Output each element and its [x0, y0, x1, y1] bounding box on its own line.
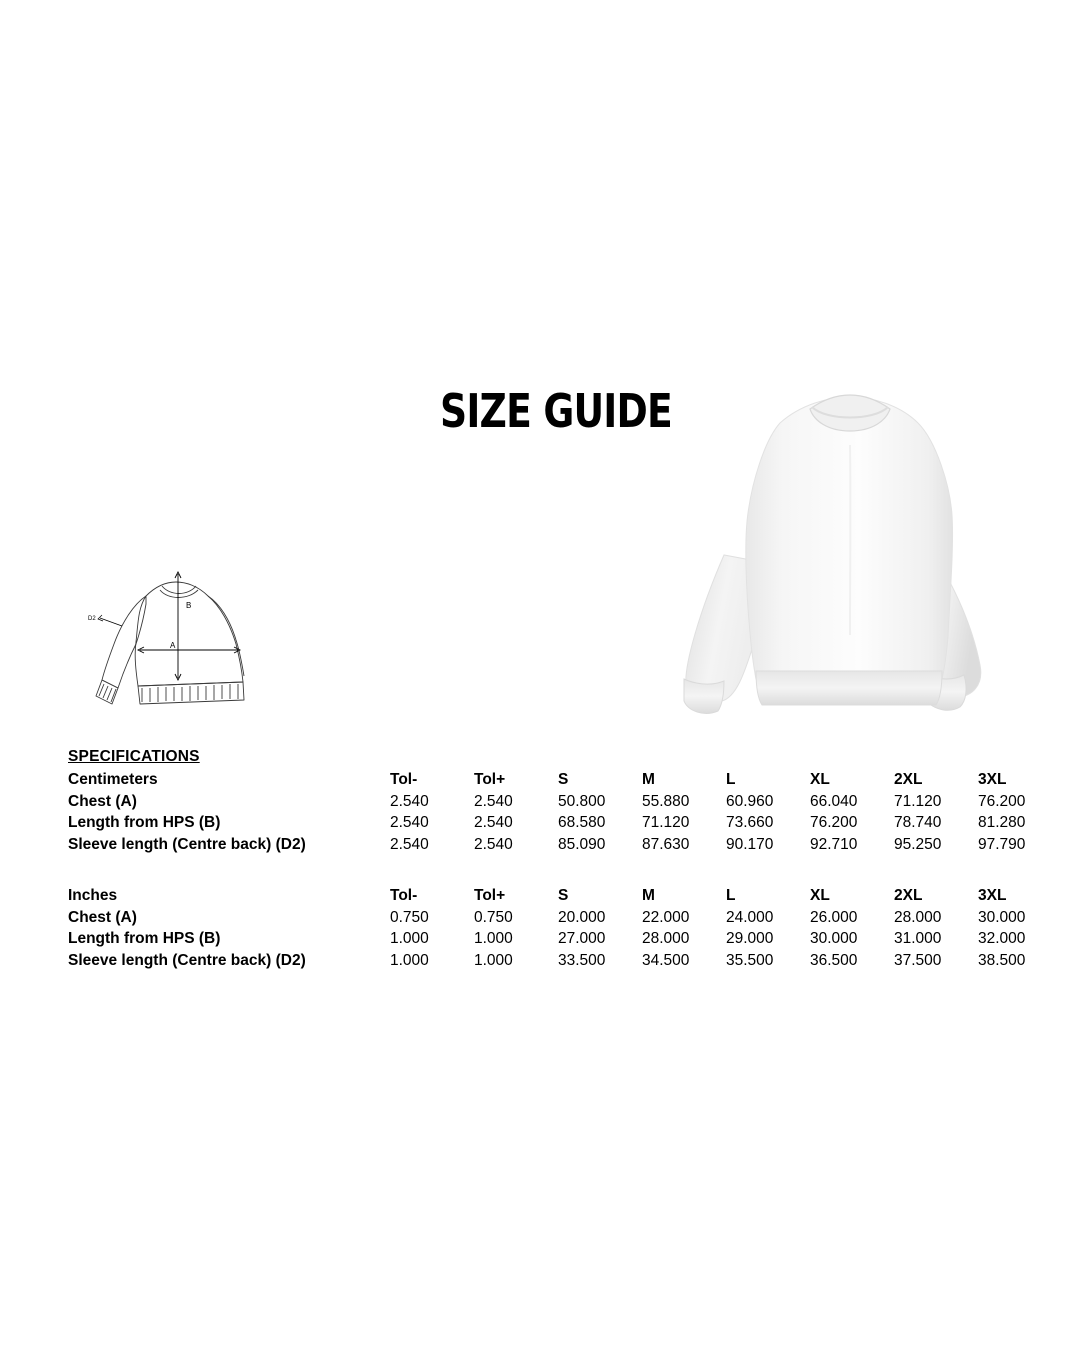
- column-header-tol-plus: Tol+: [474, 887, 506, 904]
- column-header-m: M: [642, 887, 655, 904]
- cell-value: 92.710: [810, 835, 858, 853]
- cell-value: 71.120: [894, 792, 942, 810]
- page-title: SIZE GUIDE: [440, 384, 672, 438]
- cell-value: 31.000: [894, 930, 942, 947]
- cell-value: 38.500: [978, 951, 1026, 969]
- column-header-s: S: [558, 771, 569, 788]
- cell-value: 2.540: [390, 792, 429, 810]
- cell-value: 2.540: [390, 835, 429, 853]
- cell-value: 76.200: [978, 792, 1026, 810]
- product-photo: [660, 375, 1050, 725]
- column-header-tol-minus: Tol-: [390, 771, 418, 788]
- cell-value: 97.790: [978, 835, 1026, 853]
- table-spacer: [68, 855, 1062, 885]
- cell-value: 60.960: [726, 792, 774, 810]
- cell-value: 87.630: [642, 835, 690, 853]
- row-label-sleeve-length: Sleeve length (Centre back) (D2): [68, 835, 306, 853]
- column-header-3xl: 3XL: [978, 771, 1007, 788]
- cell-value: 29.000: [726, 930, 774, 947]
- cell-value: 34.500: [642, 951, 690, 969]
- cell-value: 50.800: [558, 792, 606, 810]
- measurement-diagram: [78, 560, 278, 730]
- cell-value: 95.250: [894, 835, 942, 853]
- cell-value: 71.120: [642, 814, 690, 831]
- column-header-2xl: 2XL: [894, 771, 923, 788]
- cell-value: 33.500: [558, 951, 606, 969]
- table-header-row: [68, 769, 1062, 791]
- table-row: [68, 928, 1062, 950]
- cell-value: 2.540: [474, 792, 513, 810]
- column-header-s: S: [558, 887, 569, 904]
- table-row: [68, 907, 1062, 929]
- cell-value: 73.660: [726, 814, 774, 831]
- cell-value: 0.750: [474, 908, 513, 926]
- diagram-label-a: A: [170, 641, 176, 650]
- cell-value: 81.280: [978, 814, 1026, 831]
- cell-value: 66.040: [810, 792, 858, 810]
- cell-value: 1.000: [474, 951, 513, 969]
- cell-value: 22.000: [642, 908, 690, 926]
- cell-value: 90.170: [726, 835, 774, 853]
- cell-value: 2.540: [474, 835, 513, 853]
- column-header-tol-minus: Tol-: [390, 887, 418, 904]
- cell-value: 0.750: [390, 908, 429, 926]
- cell-value: 1.000: [390, 930, 429, 947]
- column-header-m: M: [642, 771, 655, 788]
- column-header-tol-plus: Tol+: [474, 771, 506, 788]
- cell-value: 37.500: [894, 951, 942, 969]
- cell-value: 30.000: [978, 908, 1026, 926]
- cell-value: 68.580: [558, 814, 606, 831]
- table-row: [68, 791, 1062, 813]
- row-label-chest: Chest (A): [68, 792, 137, 810]
- column-header-l: L: [726, 887, 736, 904]
- cell-value: 27.000: [558, 930, 606, 947]
- table-row: [68, 812, 1062, 834]
- unit-label-inches: Inches: [68, 887, 118, 904]
- diagram-label-d2: D2: [88, 616, 96, 622]
- cell-value: 78.740: [894, 814, 942, 831]
- table-header-row: [68, 885, 1062, 907]
- row-label-chest: Chest (A): [68, 908, 137, 926]
- row-label-length-hps: Length from HPS (B): [68, 930, 221, 947]
- column-header-xl: XL: [810, 771, 830, 788]
- specifications-heading: SPECIFICATIONS: [68, 748, 200, 765]
- cell-value: 2.540: [474, 814, 513, 831]
- cell-value: 1.000: [474, 930, 513, 947]
- table-row: [68, 834, 1062, 856]
- cell-value: 24.000: [726, 908, 774, 926]
- table-row: [68, 950, 1062, 972]
- cell-value: 35.500: [726, 951, 774, 969]
- cell-value: 20.000: [558, 908, 606, 926]
- cell-value: 32.000: [978, 930, 1026, 947]
- cell-value: 2.540: [390, 814, 429, 831]
- cell-value: 85.090: [558, 835, 606, 853]
- unit-label-centimeters: Centimeters: [68, 771, 158, 788]
- cell-value: 36.500: [810, 951, 858, 969]
- cell-value: 55.880: [642, 792, 690, 810]
- cell-value: 30.000: [810, 930, 858, 947]
- cell-value: 76.200: [810, 814, 858, 831]
- column-header-3xl: 3XL: [978, 887, 1007, 904]
- cell-value: 28.000: [642, 930, 690, 947]
- cell-value: 1.000: [390, 951, 429, 969]
- column-header-2xl: 2XL: [894, 887, 923, 904]
- specifications-section: [68, 748, 1058, 971]
- cell-value: 28.000: [894, 908, 942, 926]
- diagram-label-b: B: [186, 601, 192, 610]
- row-label-sleeve-length: Sleeve length (Centre back) (D2): [68, 951, 306, 969]
- column-header-xl: XL: [810, 887, 830, 904]
- spec-table-centimeters: [68, 769, 1062, 971]
- column-header-l: L: [726, 771, 736, 788]
- cell-value: 26.000: [810, 908, 858, 926]
- row-label-length-hps: Length from HPS (B): [68, 814, 221, 831]
